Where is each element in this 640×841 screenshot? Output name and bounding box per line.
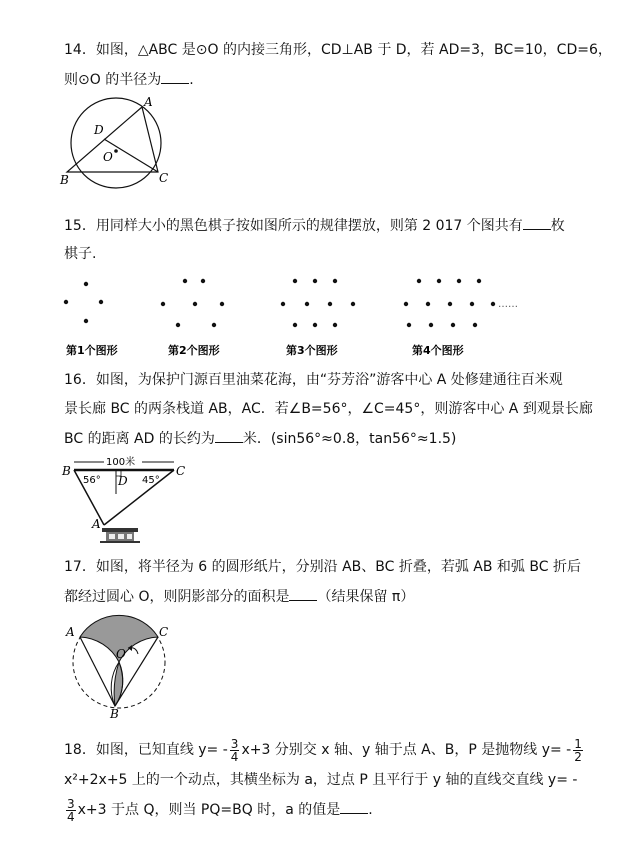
label-a: A [92,517,101,531]
q18-line1-mid: x+3 分别交 x 轴、y 轴于点 A、B，P 是抛物线 y= - [241,742,572,758]
q16-line3-text: BC 的距离 AD 的长约为 [64,431,215,447]
q16-line3 [64,428,456,449]
answer-blank [340,799,368,814]
center-point [114,149,118,153]
q18-line3 [64,790,373,830]
q16-line3-end: 米．(sin56°≈0.8，tan56°≈1.5) [242,431,457,447]
pattern-3 [281,279,355,327]
q16-line2: 景长廊 BC 的两条栈道 AB，AC．若∠B=56°，∠C=45°，则游客中心 A 到观景长廊 [64,401,593,417]
caption-4: 第4个图形 [412,344,464,357]
q16-line1: 16．如图，为保护门源百里油菜花海，由“芬芳浴”游客中心 A 处修建通往百米观 [64,372,563,388]
q18-line3-text: x+3 于点 Q，则当 PQ=BQ 时，a 的值是 [77,802,341,818]
visitor-center-icon [100,528,140,543]
length-label: 100米 [106,457,136,468]
label-c: C [159,171,169,185]
q14-line2-end: . [189,72,194,88]
q17-line2-text: 都经过圆心 O，则阴影部分的面积是 [64,589,290,605]
fraction-3-4: $\frac{3}{4}$ [67,796,75,824]
label-c: C [176,464,186,478]
figure-16 [62,452,192,544]
label-d: D [118,474,128,488]
pattern-4 [404,279,495,327]
ellipsis: …… [498,299,518,310]
q15-line1-end: 枚 [550,218,565,234]
fraction-3-4: $\frac{3}{4}$ [230,736,239,764]
q15-line2: 棋子. [64,246,97,262]
angle-b: 56° [83,475,101,486]
figure-17 [60,612,180,721]
pattern-2 [161,279,224,327]
q18-line2: x²+2x+5 上的一个动点，其横坐标为 a，过点 P 且平行于 y 轴的直线交直线 y= - [64,772,578,788]
q15-line1 [64,215,565,236]
path-ac [104,470,174,525]
angle-c: 45° [142,475,160,486]
caption-1: 第1个图形 [66,344,118,357]
label-b: B [110,707,119,721]
answer-blank [523,215,551,230]
q17-line2 [64,586,414,607]
pattern-1 [64,282,103,323]
q18-line1 [64,730,585,770]
q14-line2 [64,69,194,90]
fraction-1-2: $\frac{1}{2}$ [574,736,582,764]
q17-line2-end: （结果保留 π） [317,589,415,605]
q15-line1-text: 15．用同样大小的黑色棋子按如图所示的规律摆放，则第 2 017 个图共有 [64,218,523,234]
figure-14 [60,96,180,196]
caption-3: 第3个图形 [286,344,338,357]
q14-line1: 14．如图，△ABC 是⊙O 的内接三角形，CD⊥AB 于 D，若 AD=3，BC=10，CD=6， [64,42,612,58]
answer-blank [161,69,189,84]
label-b: B [62,464,71,478]
q18-line1-text: 18．如图，已知直线 y= - [64,742,228,758]
q14-line2-text: 则⊙O 的半径为 [64,72,162,88]
answer-blank [215,428,243,443]
label-o: O [116,647,126,661]
caption-2: 第2个图形 [168,344,220,357]
figure-15 [60,270,530,362]
answer-blank [289,586,317,601]
label-a: A [66,625,75,639]
label-b: B [60,173,69,187]
label-o: O [103,150,113,164]
circle-o [71,98,161,188]
label-a: A [144,95,153,109]
label-c: C [159,625,169,639]
q17-line1: 17．如图，将半径为 6 的圆形纸片，分别沿 AB、BC 折叠，若弧 AB 和弧 BC 折后 [64,559,581,575]
label-d: D [94,123,104,137]
q18-line3-end: . [368,802,373,818]
